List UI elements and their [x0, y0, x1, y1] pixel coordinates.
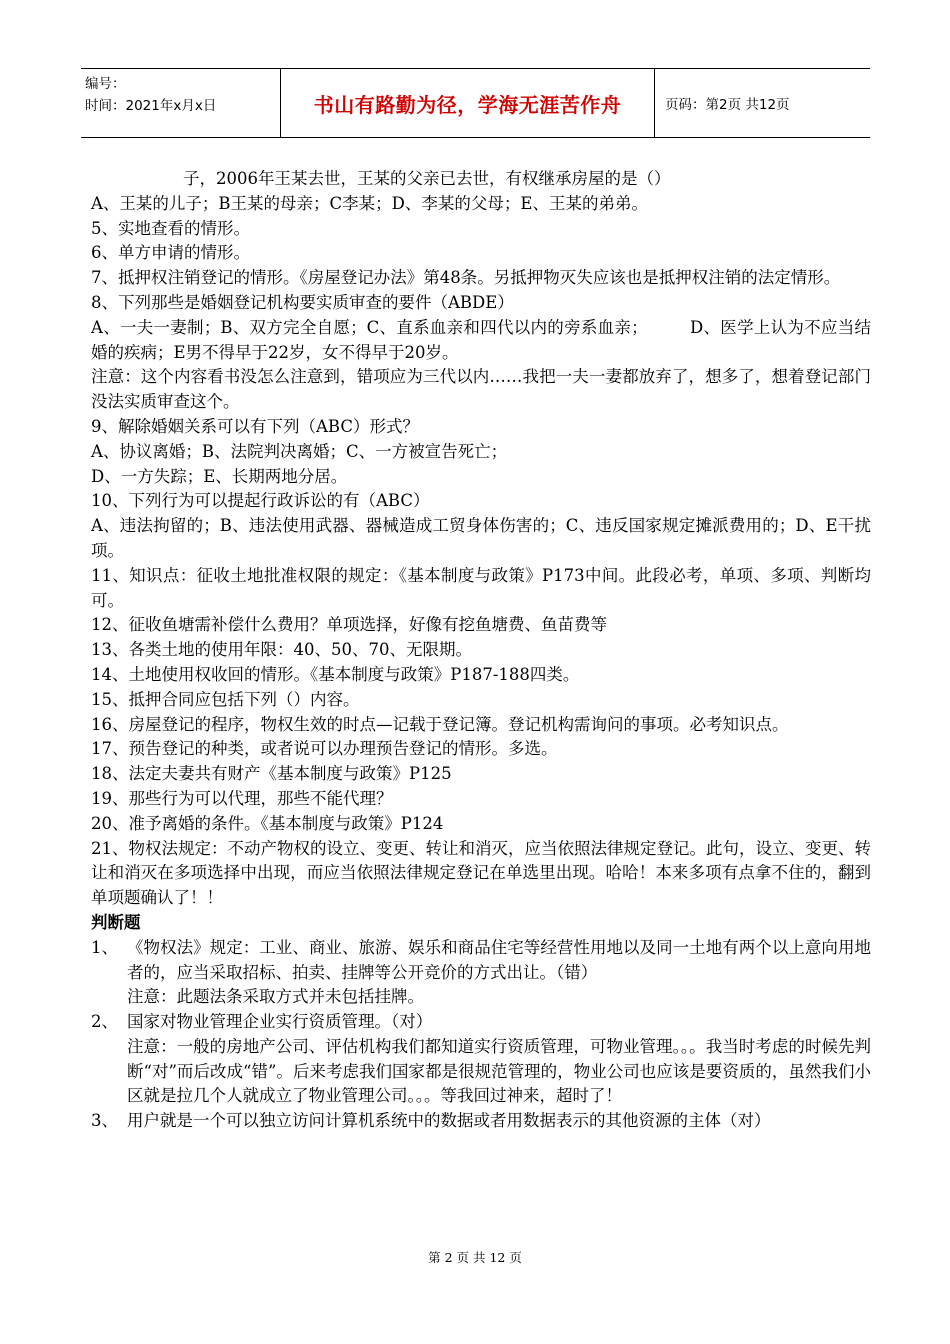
time-label: 时间：2021年x月x日 [85, 98, 217, 114]
header-page-info-cell [655, 69, 870, 137]
item-text: 《物权法》规定：工业、商业、旅游、娱乐和商品住宅等经营性用地以及同一土地有两个以上意向用地者的，应当采取招标、拍卖、挂牌等公开竞价的方式出让。（错） [127, 937, 871, 982]
item-number: 2、 [91, 1012, 118, 1032]
paragraph: A、一夫一妻制；B、双方完全自愿；C、直系血亲和四代以内的旁系血亲； D、医学上认为不应当结婚的疾病；E男不得早于22岁，女不得早于20岁。 [91, 317, 871, 362]
judgment-item [91, 1010, 871, 1109]
paragraph: 9、解除婚姻关系可以有下列（ABC）形式？ [91, 416, 419, 436]
header-motto: 书山有路勤为径，学海无涯苦作舟 [313, 92, 622, 117]
paragraph: 18、法定夫妻共有财产《基本制度与政策》P125 [91, 764, 452, 784]
paragraph: 11、知识点：征收土地批准权限的规定：《基本制度与政策》P173中间。此段必考，单项、多项、判断均可。 [91, 565, 871, 610]
item-note: 注意：此题法条采取方式并未包括挂牌。 [127, 987, 424, 1007]
paragraph: 7、抵押权注销登记的情形。《房屋登记办法》第48条。另抵押物灭失应该也是抵押权注销的法定情形。 [91, 268, 841, 288]
paragraph: 14、土地使用权收回的情形。《基本制度与政策》P187-188四类。 [91, 664, 580, 684]
paragraph: A、王某的儿子；B王某的母亲；C李某；D、李某的父母；E、王某的弟弟。 [91, 193, 648, 213]
paragraph: 8、下列那些是婚姻登记机构要实质审查的要件（ABDE） [91, 292, 514, 312]
item-text: 用户就是一个可以独立访问计算机系统中的数据或者用数据表示的其他资源的主体（对） [127, 1111, 771, 1131]
paragraph: 12、征收鱼塘需补偿什么费用？单项选择，好像有挖鱼塘费、鱼苗费等 [91, 615, 607, 635]
paragraph: A、违法拘留的；B、违法使用武器、器械造成工贸身体伤害的；C、违反国家规定摊派费用的；D、E干扰项。 [91, 516, 871, 560]
document-body [91, 167, 871, 1134]
page-header [81, 68, 870, 138]
header-motto-cell [281, 69, 655, 137]
number-label: 编号： [85, 76, 126, 92]
judgment-item [91, 1109, 871, 1134]
item-text: 国家对物业管理企业实行资质管理。（对） [127, 1012, 433, 1032]
header-page-info: 页码：第2页 共12页 [665, 97, 790, 113]
paragraph: 15、抵押合同应包括下列（）内容。 [91, 689, 360, 709]
paragraph: 注意：这个内容看书没怎么注意到，错项应为三代以内……我把一夫一妻都放弃了，想多了，想着登记部门没法实质审查这个。 [91, 367, 871, 412]
item-number: 3、 [91, 1111, 118, 1131]
paragraph: 19、那些行为可以代理，那些不能代理？ [91, 788, 393, 808]
section-heading-judgment: 判断题 [91, 912, 141, 932]
paragraph: 20、准予离婚的条件。《基本制度与政策》P124 [91, 813, 444, 833]
item-number: 1、 [91, 937, 118, 957]
paragraph: 10、下列行为可以提起行政诉讼的有（ABC） [91, 491, 430, 511]
item-note: 注意：一般的房地产公司、评估机构我们都知道实行资质管理，可物业管理。。。我当时考虑的时候先判断“对”而后改成“错”。后来考虑我们国家都是很规范管理的，物业公司也应该是要资质的，虽然我们小区就是拉几个人就成立了物业管理公司。。。等我回过神来，超时了！ [127, 1036, 871, 1106]
paragraph: 21、物权法规定：不动产物权的设立、变更、转让和消灭，应当依照法律规定登记。此句，设立、变更、转让和消灭在多项选择中出现，而应当依照法律规定登记在单选里出现。哈哈！本来多项有点拿不住的，翻到单项题确认了！！ [91, 838, 871, 908]
paragraph: 16、房屋登记的程序，物权生效的时点—记载于登记簿。登记机构需询问的事项。必考知识点。 [91, 714, 789, 734]
paragraph: 13、各类土地的使用年限：40、50、70、无限期。 [91, 640, 472, 660]
paragraph-continued: 子，2006年王某去世，王某的父亲已去世，有权继承房屋的是（） [183, 169, 671, 188]
paragraph: 17、预告登记的种类，或者说可以办理预告登记的情形。多选。 [91, 739, 558, 759]
paragraph: 5、实地查看的情形。 [91, 218, 250, 238]
paragraph: A、协议离婚；B、法院判决离婚；C、一方被宣告死亡； [91, 441, 508, 461]
header-meta [81, 69, 281, 137]
paragraph: 6、单方申请的情形。 [91, 243, 250, 263]
paragraph: D、一方失踪；E、长期两地分居。 [91, 466, 348, 486]
page-footer: 第 2 页 共 12 页 [428, 1250, 522, 1265]
judgment-item [91, 936, 871, 1010]
